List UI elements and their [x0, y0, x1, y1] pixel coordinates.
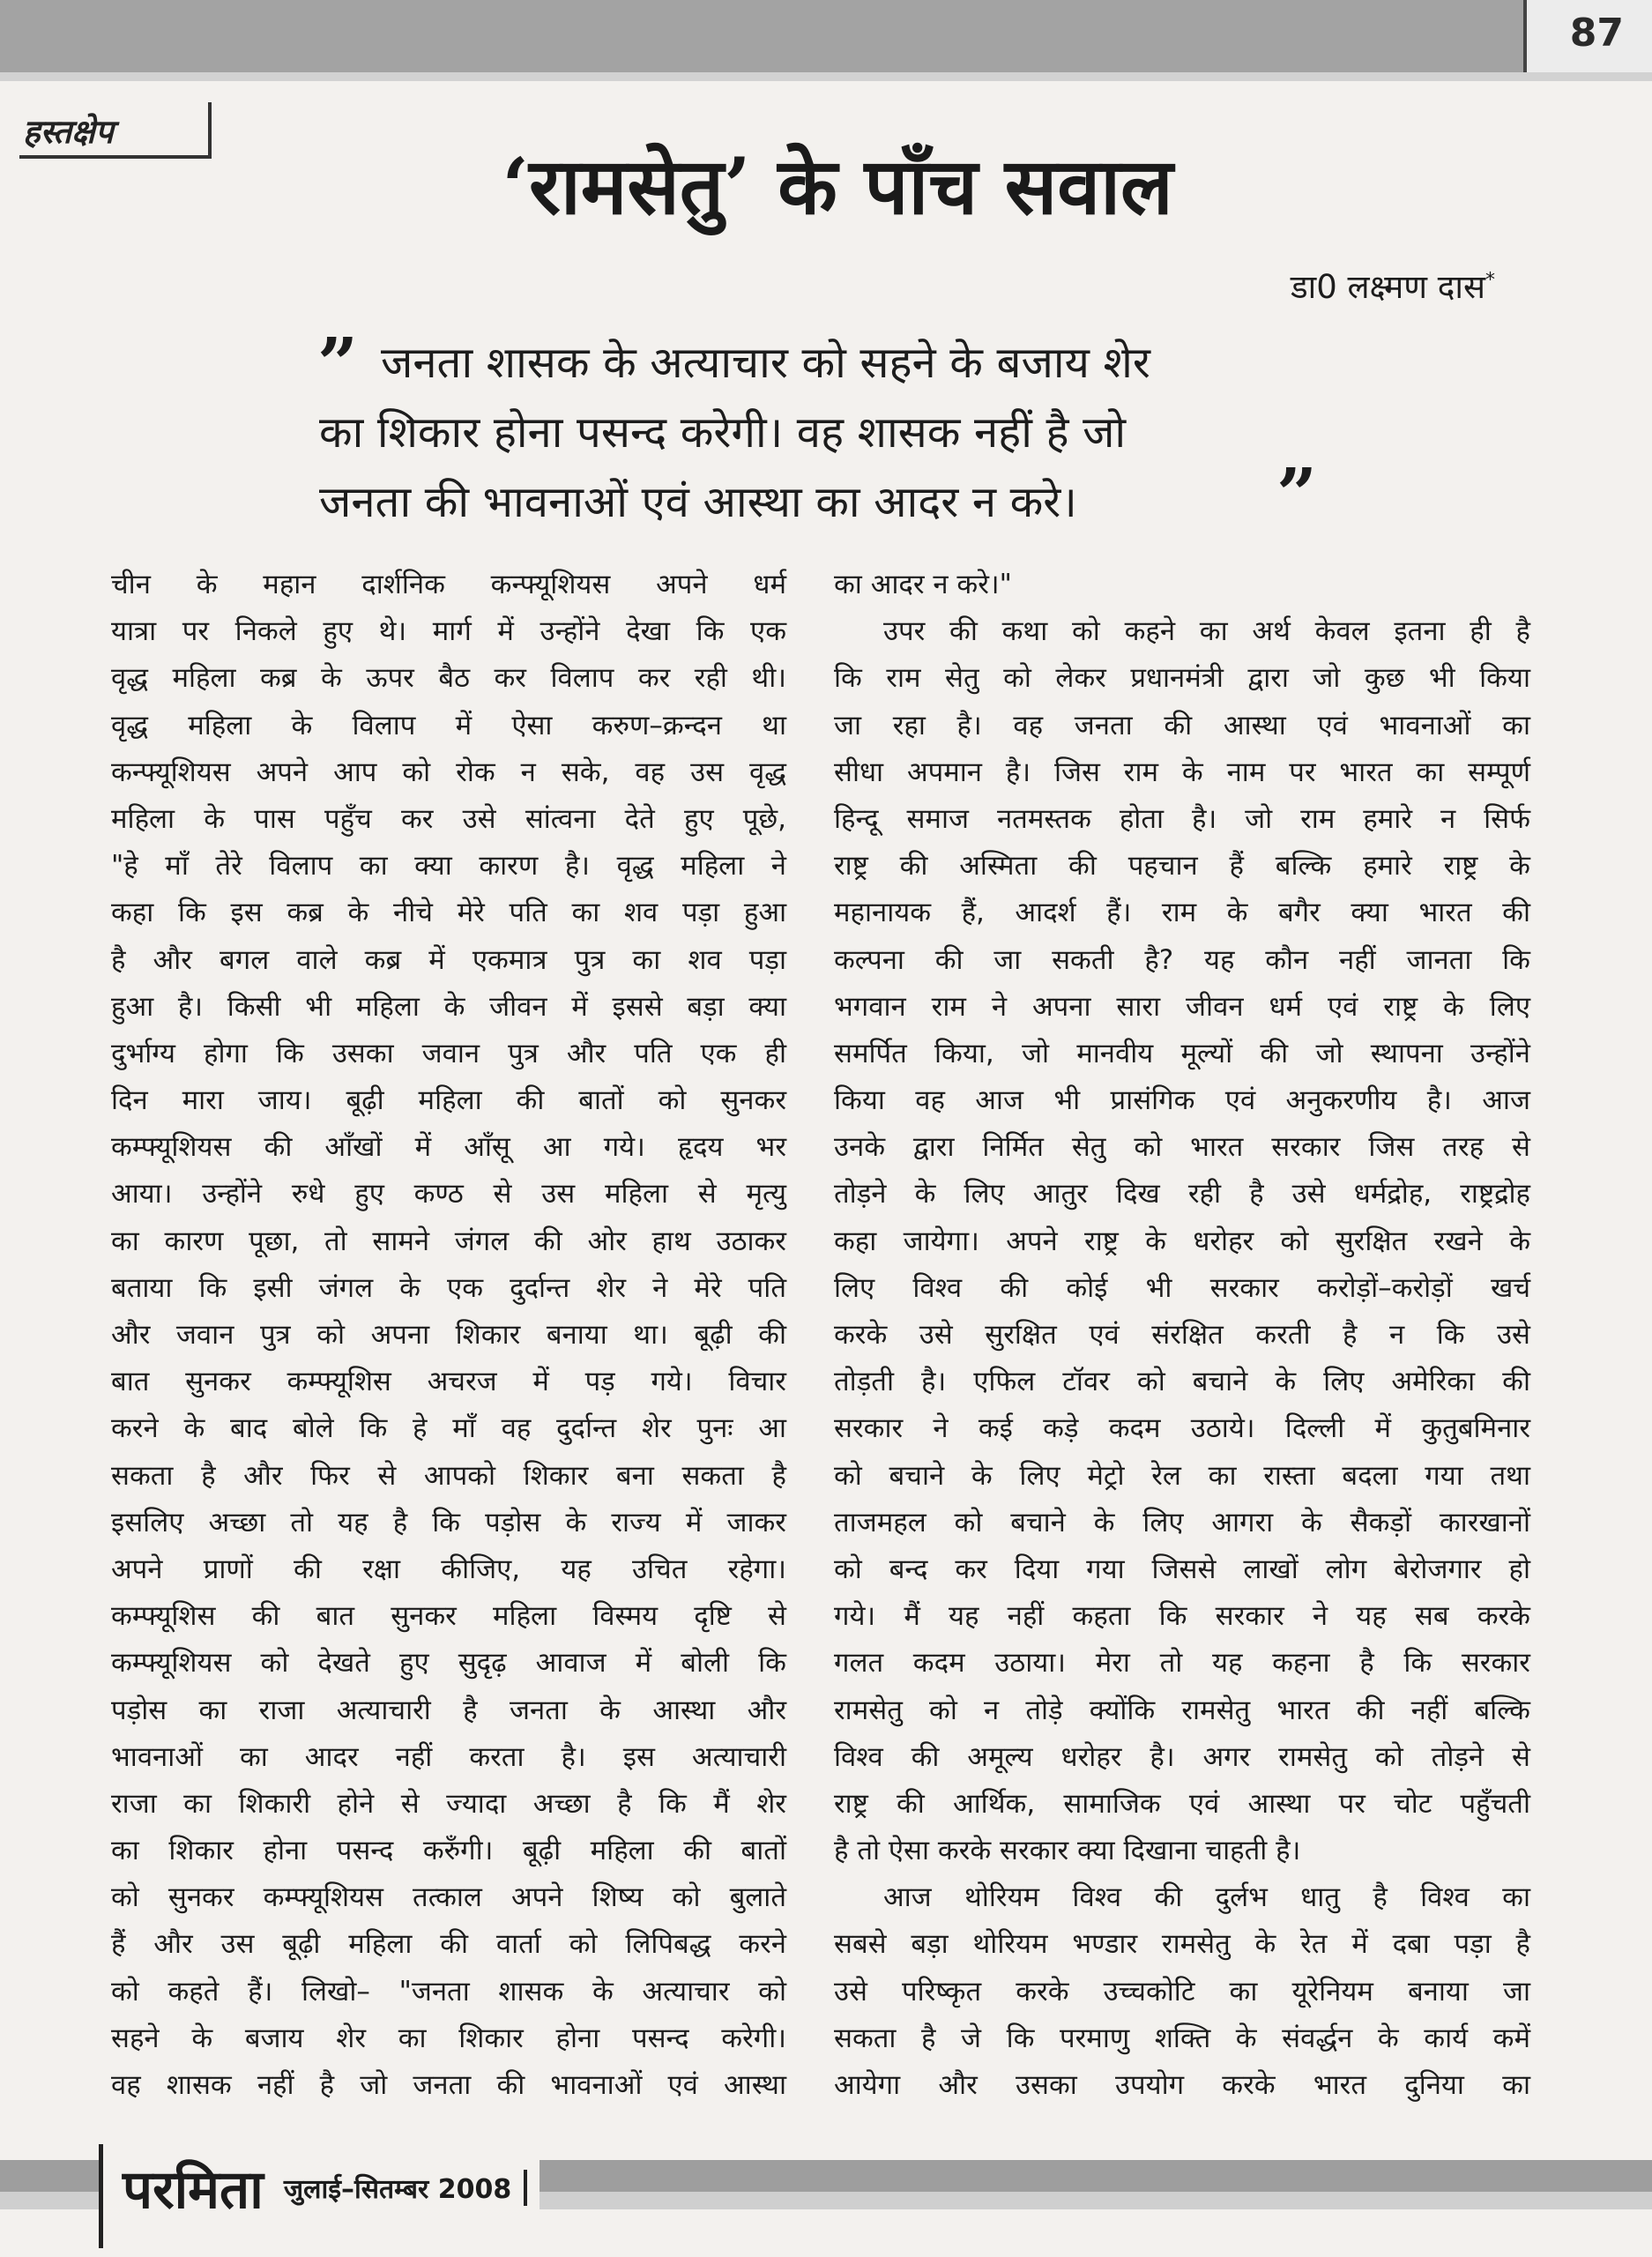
text-line: राजा का शिकारी होने से ज्यादा अच्छा है कि मैं शेर	[111, 1787, 786, 1820]
text-line: भगवान राम ने अपना सारा जीवन धर्म एवं राष्ट्र के लिए	[834, 990, 1530, 1023]
text-line: समर्पित किया, जो मानवीय मूल्यों की जो स्थापना उन्होंने	[834, 1037, 1530, 1069]
left-column	[111, 562, 786, 2109]
text-line: का कारण पूछा, तो सामने जंगल की ओर हाथ उठाकर	[111, 1225, 786, 1257]
text-line: महानायक हैं, आदर्श हैं। राम के बगैर क्या भारत की	[834, 897, 1530, 929]
text-line: वृद्ध महिला कब्र के ऊपर बैठ कर विलाप कर रही थी।	[111, 662, 786, 695]
pullquote-line: जनता शासक के अत्याचार को सहने के बजाय शेर	[381, 338, 1150, 388]
text-line: उनके द्वारा निर्मित सेतु को भारत सरकार जिस तरह से	[834, 1131, 1530, 1164]
text-line: किया वह आज भी प्रासंगिक एवं अनुकरणीय है। आज	[834, 1084, 1530, 1117]
text-line: यात्रा पर निकले हुए थे। मार्ग में उन्होंने देखा कि एक	[111, 615, 786, 648]
text-line: वह शासक नहीं है जो जनता की भावनाओं एवं आस्था	[111, 2069, 786, 2101]
text-line: का आदर न करे।"	[834, 569, 1012, 600]
pullquote	[317, 322, 1306, 537]
text-line: गलत कदम उठाया। मेरा तो यह कहना है कि सरकार	[834, 1647, 1530, 1680]
text-line: राष्ट्र की अस्मिता की पहचान हैं बल्कि हमारे राष्ट्र के	[834, 850, 1530, 883]
article-author	[1291, 263, 1495, 308]
text-line: बताया कि इसी जंगल के एक दुर्दान्त शेर ने मेरे पति	[111, 1271, 786, 1304]
text-line: का शिकार होना पसन्द करुँगी। बूढ़ी महिला की बातों	[111, 1835, 786, 1867]
text-line: आयेगा और उसका उपयोग करके भारत दुनिया का	[834, 2069, 1530, 2101]
text-line: आज थोरियम विश्व की दुर्लभ धातु है विश्व का	[883, 1881, 1530, 1914]
text-line: हुआ है। किसी भी महिला के जीवन में इससे बड़ा क्या	[111, 990, 786, 1023]
text-line: उसे परिष्कृत करके उच्चकोटि का यूरेनियम बनाया जा	[834, 1975, 1530, 2007]
text-line: बात सुनकर कम्फ्यूशिस अचरज में पड़ गये। विचार	[111, 1366, 786, 1398]
magazine-name: परमिता	[123, 2159, 264, 2221]
text-line: राष्ट्र की आर्थिक, सामाजिक एवं आस्था पर चोट पहुँचती	[834, 1787, 1530, 1820]
text-line: कम्फ्यूशियस की आँखों में आँसू आ गये। हृदय भर	[111, 1131, 786, 1164]
text-line: गये। मैं यह नहीं कहता कि सरकार ने यह सब करके	[834, 1600, 1530, 1633]
text-line: चीन के महान दार्शनिक कन्फ्यूशियस अपने धर्म	[111, 569, 786, 600]
text-line: हैं और उस बूढ़ी महिला की वार्ता को लिपिबद्ध करने	[111, 1928, 786, 1961]
text-line: दिन मारा जाय। बूढ़ी महिला की बातों को सुनकर	[111, 1084, 786, 1117]
text-line: सकता है जे कि परमाणु शक्ति के संवर्द्धन के कार्य कमें	[834, 2022, 1530, 2054]
header-shade	[0, 72, 1652, 81]
text-line: तोड़ती है। एफिल टॉवर को बचाने के लिए अमेरिका की	[834, 1366, 1530, 1398]
text-line: कि राम सेतु को लेकर प्रधानमंत्री द्वारा जो कुछ भी किया	[834, 662, 1530, 695]
footer	[99, 2144, 540, 2248]
text-line: अपने प्राणों की रक्षा कीजिए, यह उचित रहेगा।	[111, 1553, 786, 1585]
article-title: ‘रामसेतु’ के पाँच सवाल	[502, 140, 1173, 232]
pullquote-line: का शिकार होना पसन्द करेगी। वह शासक नहीं है जो	[319, 407, 1127, 458]
text-line: रामसेतु को न तोड़े क्योंकि रामसेतु भारत की नहीं बल्कि	[834, 1694, 1530, 1726]
text-line: महिला के पास पहुँच कर उसे सांत्वना देते हुए पूछे,	[111, 802, 786, 835]
pullquote-line: जनता की भावनाओं एवं आस्था का आदर न करे।	[319, 477, 1077, 527]
text-line: करने के बाद बोले कि हे माँ वह दुर्दान्त शेर पुनः आ	[111, 1412, 786, 1445]
text-line: सकता है और फिर से आपको शिकार बना सकता है	[111, 1459, 786, 1492]
text-line: "हे माँ तेरे विलाप का क्या कारण है। वृद्ध महिला ने	[111, 850, 786, 883]
text-line: हिन्दू समाज नतमस्तक होता है। जो राम हमारे न सिर्फ	[834, 802, 1530, 835]
text-line: पड़ोस का राजा अत्याचारी है जनता के आस्था और	[111, 1694, 786, 1726]
text-line: कन्फ्यूशियस अपने आप को रोक न सके, वह उस वृद्ध	[111, 756, 786, 788]
section-rule	[19, 155, 212, 159]
text-line: वृद्ध महिला के विलाप में ऐसा करुण–क्रन्दन था	[111, 709, 786, 741]
text-line: सीधा अपमान है। जिस राम के नाम पर भारत का सम्पूर्ण	[834, 756, 1530, 788]
text-line: है तो ऐसा करके सरकार क्या दिखाना चाहती है।	[834, 1835, 1301, 1867]
text-line: तोड़ने के लिए आतुर दिख रही है उसे धर्मद्रोह, राष्ट्रद्रोह	[834, 1178, 1530, 1210]
section-tag: हस्तक्षेप	[23, 113, 114, 151]
text-line: कम्फ्यूशिस की बात सुनकर महिला विस्मय दृष्टि से	[111, 1600, 786, 1633]
text-line: जा रहा है। वह जनता की आस्था एवं भावनाओं का	[834, 709, 1530, 741]
text-line: कल्पना की जा सकती है? यह कौन नहीं जानता कि	[834, 943, 1530, 976]
author-footnote-mark: *	[1485, 269, 1495, 292]
text-line: कहा कि इस कब्र के नीचे मेरे पति का शव पड़ा हुआ	[111, 897, 786, 929]
text-line: विश्व की अमूल्य धरोहर है। अगर रामसेतु को तोड़ने से	[834, 1740, 1530, 1773]
page-number: 87	[1569, 11, 1624, 56]
right-column	[834, 562, 1530, 2109]
text-line: उपर की कथा को कहने का अर्थ केवल इतना ही है	[883, 615, 1530, 648]
text-line: लिए विश्व की कोई भी सरकार करोड़ों–करोड़ों खर्च	[834, 1271, 1530, 1304]
text-line: को कहते हैं। लिखो– "जनता शासक के अत्याचार को	[111, 1975, 786, 2007]
text-line: को बन्द कर दिया गया जिससे लाखों लोग बेरोजगार हो	[834, 1553, 1530, 1585]
text-line: सहने के बजाय शेर का शिकार होना पसन्द करेगी।	[111, 2022, 786, 2054]
pullquote-open-mark: ”	[317, 322, 359, 405]
text-line: कहा जायेगा। अपने राष्ट्र के धरोहर को सुरक्षित रखने के	[834, 1225, 1530, 1257]
text-line: आया। उन्होंने रुधे हुए कण्ठ से उस महिला से मृत्यु	[111, 1178, 786, 1210]
author-name: डा0 लक्ष्मण दास	[1290, 268, 1485, 306]
pullquote-close-mark: ”	[1276, 452, 1318, 535]
text-line: सबसे बड़ा थोरियम भण्डार रामसेतु के रेत में दबा पड़ा है	[834, 1928, 1530, 1961]
page-number-box	[1523, 0, 1652, 72]
issue-date: जुलाई–सितम्बर 2008	[284, 2170, 527, 2206]
text-line: को सुनकर कम्फ्यूशियस तत्काल अपने शिष्य को बुलाते	[111, 1881, 786, 1914]
header-band	[0, 0, 1523, 72]
text-line: सरकार ने कई कड़े कदम उठाये। दिल्ली में कुतुबमिनार	[834, 1412, 1530, 1445]
text-line: भावनाओं का आदर नहीं करता है। इस अत्याचारी	[111, 1740, 786, 1773]
text-line: दुर्भाग्य होगा कि उसका जवान पुत्र और पति एक ही	[111, 1037, 786, 1069]
text-line: ताजमहल को बचाने के लिए आगरा के सैकड़ों कारखानों	[834, 1506, 1530, 1538]
text-line: को बचाने के लिए मेट्रो रेल का रास्ता बदला गया तथा	[834, 1459, 1530, 1492]
text-line: और जवान पुत्र को अपना शिकार बनाया था। बूढ़ी की	[111, 1319, 786, 1351]
text-line: कम्फ्यूशियस को देखते हुए सुदृढ़ आवाज में बोली कि	[111, 1647, 786, 1680]
text-line: है और बगल वाले कब्र में एकमात्र पुत्र का शव पड़ा	[111, 943, 786, 976]
text-line: इसलिए अच्छा तो यह है कि पड़ोस के राज्य में जाकर	[111, 1506, 786, 1538]
section-vrule	[208, 102, 212, 159]
text-line: करके उसे सुरक्षित एवं संरक्षित करती है न कि उसे	[834, 1319, 1530, 1351]
